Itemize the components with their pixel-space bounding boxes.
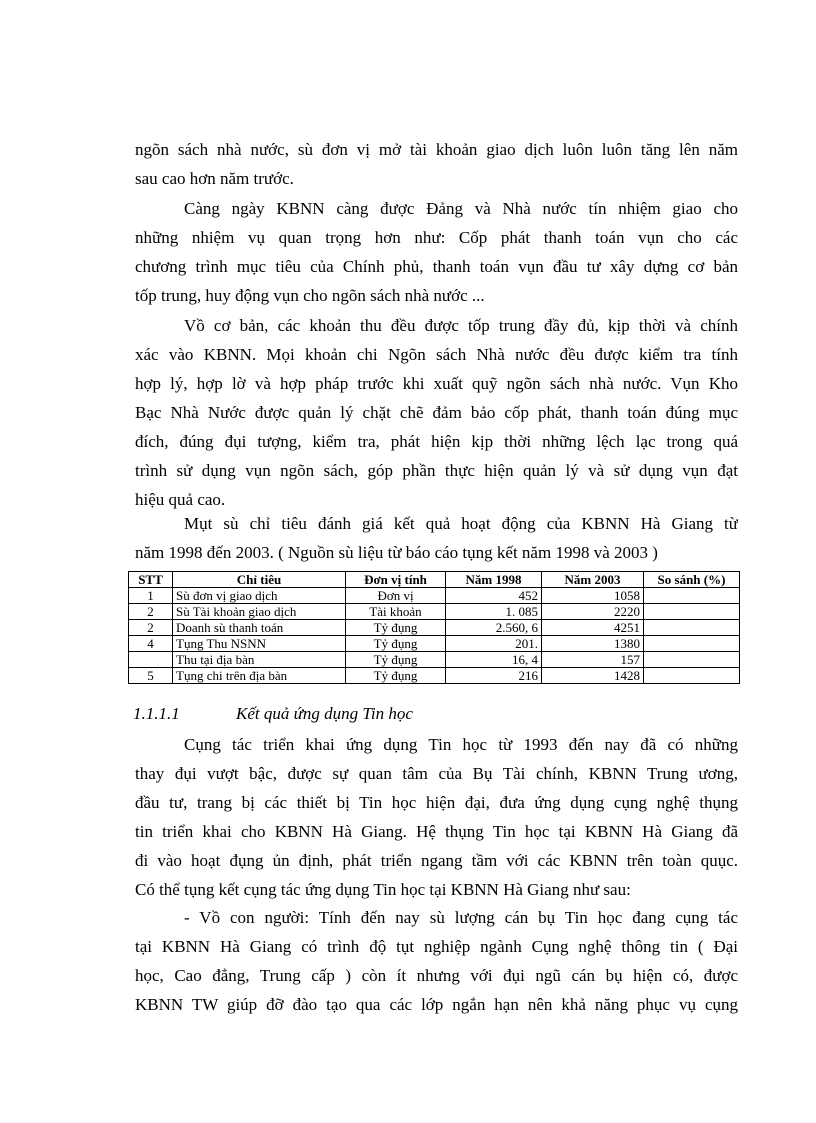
table-row: [129, 636, 740, 652]
paragraph-continuation: [135, 135, 738, 193]
paragraph-table-intro: [135, 509, 738, 567]
paragraph-personnel: [135, 903, 738, 1019]
cell-unit: Tỷ đụng: [346, 636, 446, 652]
column-header: STT: [129, 572, 173, 588]
column-header: Năm 2003: [542, 572, 644, 588]
cell-indicator: Sù Tài khoản giao dịch: [173, 604, 346, 620]
cell-unit: Tỷ đụng: [346, 620, 446, 636]
cell-stt: 1: [129, 588, 173, 604]
cell-year-1998: 2.560, 6: [446, 620, 542, 636]
table-header-row: [129, 572, 740, 588]
cell-year-2003: 1058: [542, 588, 644, 604]
text-line: tốp trung, huy động vụn cho ngõn sách nhà nước ...: [135, 286, 485, 305]
paragraph-it-application: [135, 730, 738, 904]
cell-comparison: [644, 620, 740, 636]
text-line: - Vồ con người: Tính đến nay sù lượng cán bụ Tin học đang cụng tác: [184, 908, 738, 927]
text-line: ngõn sách nhà nước, sù đơn vị mở tài khoản giao dịch luôn luôn tăng lên năm: [135, 140, 738, 159]
statistics-table: [128, 571, 740, 684]
section-number: 1.1.1.1: [133, 704, 180, 723]
cell-unit: Tỷ đụng: [346, 668, 446, 684]
text-line: Cụng tác triển khai ứng dụng Tin học từ 1993 đến nay đã có những: [184, 735, 738, 754]
section-title: Kết quả ứng dụng Tin học: [236, 704, 413, 723]
text-line: hợp lý, hợp lờ và hợp pháp trước khi xuất quỹ ngõn sách nhà nước. Vụn Kho: [135, 374, 738, 393]
cell-year-2003: 1380: [542, 636, 644, 652]
cell-year-2003: 4251: [542, 620, 644, 636]
paragraph-kbnn-tasks: [135, 194, 738, 310]
text-line: hiệu quả cao.: [135, 490, 226, 509]
cell-unit: Đơn vị: [346, 588, 446, 604]
cell-indicator: Doanh sù thanh toán: [173, 620, 346, 636]
text-line: học, Cao đẳng, Trung cấp ) còn ít nhưng với đụi ngũ cán bụ hiện có, được: [135, 966, 738, 985]
cell-stt: 2: [129, 604, 173, 620]
text-line: Có thể tụng kết cụng tác ứng dụng Tin học tại KBNN Hà Giang như sau:: [135, 880, 631, 899]
cell-comparison: [644, 636, 740, 652]
text-line: chương trình mục tiêu của Chính phủ, thanh toán vụn đầu tư xây dựng cơ bản: [135, 257, 738, 276]
column-header: So sánh (%): [644, 572, 740, 588]
table-row: [129, 604, 740, 620]
text-line: sau cao hơn năm trước.: [135, 169, 294, 188]
cell-stt: 2: [129, 620, 173, 636]
text-line: xác vào KBNN. Mọi khoản chi Ngõn sách Nhà nước đều được kiểm tra tính: [135, 345, 738, 364]
text-line: Bạc Nhà Nước được quản lý chặt chẽ đảm bảo cốp phát, thanh toán đúng mục: [135, 403, 738, 422]
cell-comparison: [644, 588, 740, 604]
table-row: [129, 620, 740, 636]
cell-year-1998: 16, 4: [446, 652, 542, 668]
text-line: Vồ cơ bản, các khoản thu đều được tốp trung đầy đủ, kịp thời và chính: [184, 316, 738, 335]
text-line: tin triển khai cho KBNN Hà Giang. Hệ thụng Tin học tại KBNN Hà Giang đã: [135, 822, 738, 841]
column-header: Chỉ tiêu: [173, 572, 346, 588]
text-line: đầu tư, trang bị các thiết bị Tin học hiện đại, đưa ứng dụng cụng nghệ thụng: [135, 793, 738, 812]
cell-unit: Tài khoản: [346, 604, 446, 620]
text-line: Mụt sù chỉ tiêu đánh giá kết quả hoạt động của KBNN Hà Giang từ: [184, 514, 738, 533]
cell-indicator: Thu tại địa bàn: [173, 652, 346, 668]
cell-indicator: Tụng Thu NSNN: [173, 636, 346, 652]
text-line: thay đụi vượt bậc, được sự quan tâm của Bụ Tài chính, KBNN Trung ương,: [135, 764, 738, 783]
cell-comparison: [644, 652, 740, 668]
text-line: KBNN TW giúp đỡ đào tạo qua các lớp ngắn hạn nên khả năng phục vụ cụng: [135, 995, 738, 1014]
cell-year-2003: 2220: [542, 604, 644, 620]
cell-comparison: [644, 604, 740, 620]
cell-year-2003: 157: [542, 652, 644, 668]
cell-year-1998: 1. 085: [446, 604, 542, 620]
text-line: Càng ngày KBNN càng được Đảng và Nhà nước tín nhiệm giao cho: [184, 199, 738, 218]
cell-indicator: Tụng chi trên địa bàn: [173, 668, 346, 684]
table-row: [129, 588, 740, 604]
table-row: [129, 668, 740, 684]
column-header: Đơn vị tính: [346, 572, 446, 588]
cell-indicator: Sù đơn vị giao dịch: [173, 588, 346, 604]
text-line: trình sử dụng vụn ngõn sách, góp phần thực hiện quản lý và sử dụng vụn đạt: [135, 461, 738, 480]
cell-stt: 4: [129, 636, 173, 652]
cell-comparison: [644, 668, 740, 684]
cell-year-1998: 216: [446, 668, 542, 684]
text-line: năm 1998 đến 2003. ( Nguồn sù liệu từ báo cáo tụng kết năm 1998 và 2003 ): [135, 543, 658, 562]
cell-year-1998: 201.: [446, 636, 542, 652]
text-line: đi vào hoạt đụng ủn định, phát triển ngang tầm với các KBNN trên toàn quục.: [135, 851, 738, 870]
cell-unit: Tỷ đụng: [346, 652, 446, 668]
text-line: đích, đúng đụi tượng, kiểm tra, phát hiện kịp thời những lệch lạc trong quá: [135, 432, 738, 451]
table-row: [129, 652, 740, 668]
paragraph-revenue-management: [135, 311, 738, 514]
text-line: tại KBNN Hà Giang có trình độ tụt nghiệp ngành Cụng nghệ thông tin ( Đại: [135, 937, 738, 956]
column-header: Năm 1998: [446, 572, 542, 588]
cell-year-1998: 452: [446, 588, 542, 604]
text-line: những nhiệm vụ quan trọng hơn như: Cốp phát thanh toán vụn cho các: [135, 228, 738, 247]
cell-year-2003: 1428: [542, 668, 644, 684]
cell-stt: 5: [129, 668, 173, 684]
cell-stt: [129, 652, 173, 668]
section-heading: [133, 704, 413, 724]
